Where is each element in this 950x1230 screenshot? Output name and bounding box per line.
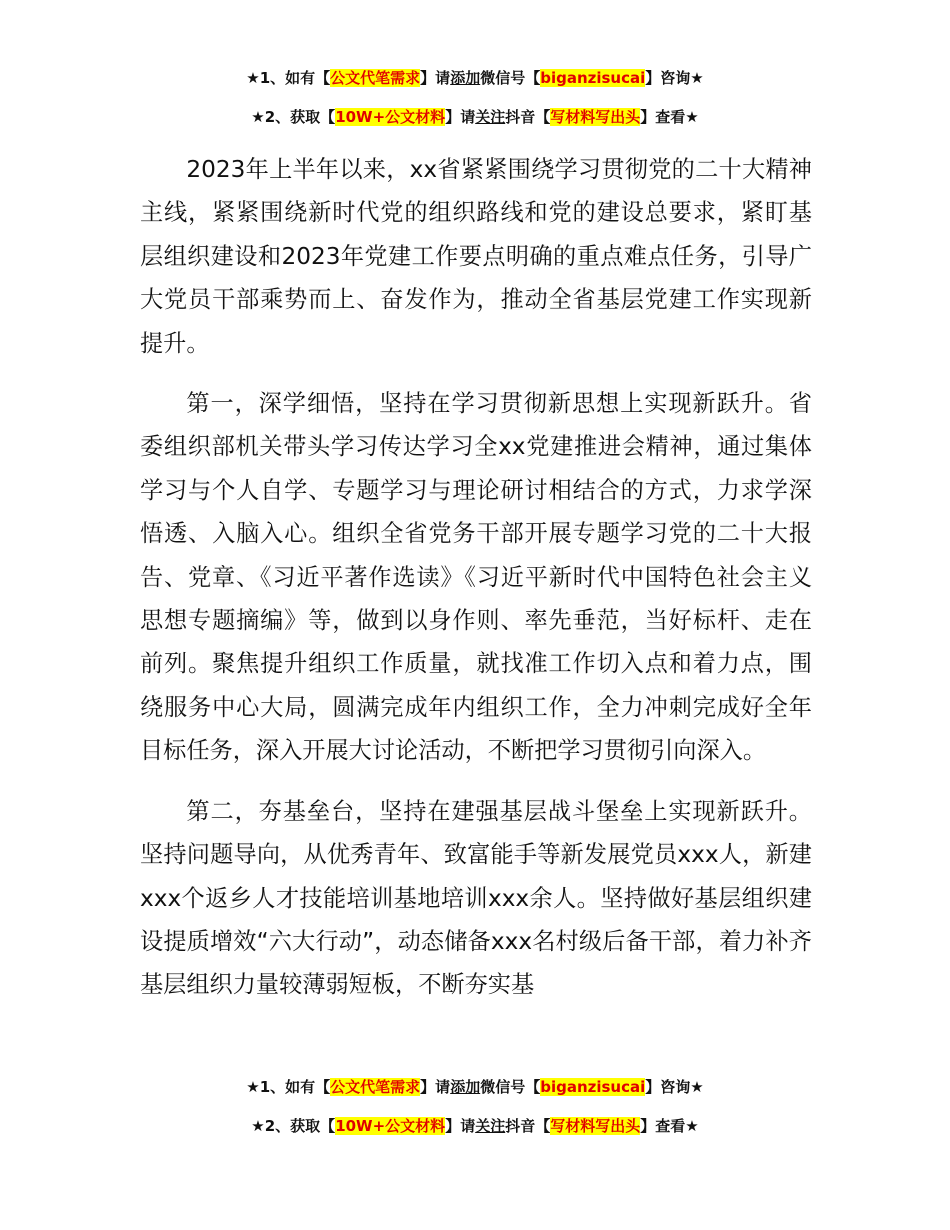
promo-text: ★1、如有【: [246, 1078, 331, 1096]
promo-text: 】请: [420, 1078, 451, 1096]
promo-highlight: 写材料写出头: [550, 108, 641, 126]
paragraph-intro: 2023年上半年以来，xx省紧紧围绕学习贯彻党的二十大精神主线，紧紧围绕新时代党的组织路线和党的建设总要求，紧盯基层组织建设和2023年党建工作要点明确的重点难点任务，引导广大党员干部乘势而上、奋发作为，推动全省基层党建工作实现新提升。: [140, 156, 812, 357]
promo-text: 】请: [445, 108, 476, 126]
paragraph-first-point: 第一，深学细悟，坚持在学习贯彻新思想上实现新跃升。省委组织部机关带头学习传达学习全xx党建推进会精神，通过集体学习与个人自学、专题学习与理论研讨相结合的方式，力求学深悟透、入脑入心。组织全省党务干部开展专题学习党的二十大报告、党章、《习近平著作选读》《习近平新时代中国特色社会主义思想专题摘编》等，做到以身作则、率先垂范，当好标杆、走在前列。聚焦提升组织工作质量，就找准工作切入点和着力点，围绕服务中心大局，圆满完成年内组织工作，全力冲刺完成好全年目标任务，深入开展大讨论活动，不断把学习贯彻引向深入。: [140, 390, 812, 765]
promo-text: 抖音【: [505, 108, 551, 126]
promo-text: ★1、如有【: [246, 69, 331, 87]
footer-promo-line-2: [0, 1116, 950, 1136]
promo-underlined: 添加: [450, 1078, 481, 1096]
header-promo-line-2: [0, 107, 950, 127]
promo-text: ★2、获取【: [251, 1117, 336, 1135]
promo-text: 】查看★: [640, 1117, 699, 1135]
promo-highlight: 公文代笔需求: [330, 1078, 421, 1096]
promo-highlight: 10W+公文材料: [335, 108, 446, 126]
promo-underlined: 关注: [475, 108, 506, 126]
document-body: [140, 148, 812, 1024]
promo-highlight: biganzisucai: [540, 69, 646, 87]
footer-promo-line-1: [0, 1077, 950, 1097]
promo-text: 】咨询★: [645, 1078, 704, 1096]
promo-text: ★2、获取【: [251, 108, 336, 126]
promo-text: 】查看★: [640, 108, 699, 126]
promo-text: 抖音【: [505, 1117, 551, 1135]
promo-highlight: 写材料写出头: [550, 1117, 641, 1135]
promo-highlight: biganzisucai: [540, 1078, 646, 1096]
promo-highlight: 公文代笔需求: [330, 69, 421, 87]
promo-text: 】请: [420, 69, 451, 87]
promo-text: 】咨询★: [645, 69, 704, 87]
paragraph-second-point: 第二，夯基垒台，坚持在建强基层战斗堡垒上实现新跃升。坚持问题导向，从优秀青年、致富能手等新发展党员xxx人，新建xxx个返乡人才技能培训基地培训xxx余人。坚持做好基层组织建设提质增效“六大行动”，动态储备xxx名村级后备干部，着力补齐基层组织力量较薄弱短板，不断夯实基: [140, 797, 812, 999]
promo-underlined: 添加: [450, 69, 481, 87]
promo-underlined: 关注: [475, 1117, 506, 1135]
promo-text: 微信号【: [480, 69, 541, 87]
promo-highlight: 10W+公文材料: [335, 1117, 446, 1135]
header-promo-line-1: [0, 68, 950, 88]
promo-text: 微信号【: [480, 1078, 541, 1096]
promo-text: 】请: [445, 1117, 476, 1135]
